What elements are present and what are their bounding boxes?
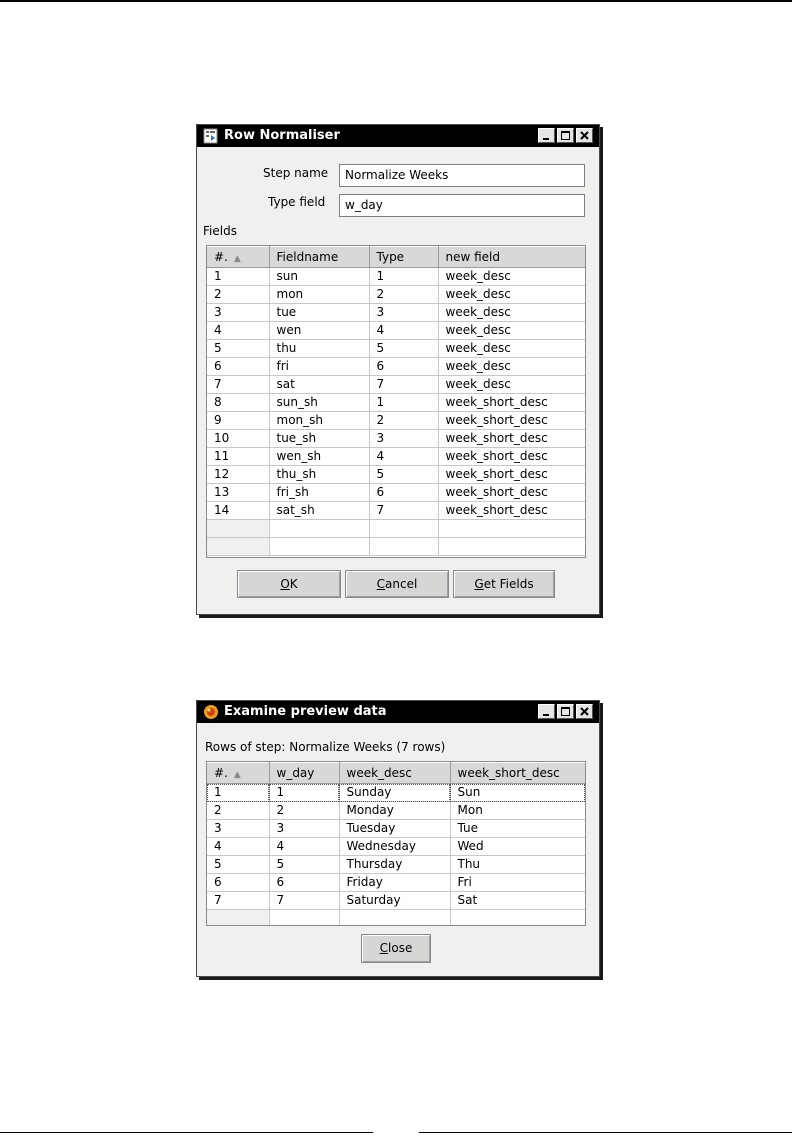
column-header-new-field[interactable]: new field — [438, 247, 585, 268]
preview-cell[interactable]: Sat — [450, 892, 585, 910]
sort-ascending-icon: ▲ — [233, 254, 241, 264]
sort-ascending-icon: ▲ — [233, 770, 241, 780]
fields-cell[interactable]: sun — [269, 268, 369, 286]
fields-cell[interactable]: week_short_desc — [438, 394, 585, 412]
fields-cell[interactable]: 5 — [369, 466, 438, 484]
fields-cell[interactable]: 3 — [369, 430, 438, 448]
fields-cell[interactable]: sat — [269, 376, 369, 394]
fields-row[interactable] — [207, 448, 585, 466]
fields-empty-cell[interactable] — [269, 538, 369, 556]
fields-cell[interactable]: 13 — [207, 484, 269, 502]
preview-maximize-button[interactable] — [557, 704, 574, 719]
preview-cell[interactable]: 6 — [207, 874, 269, 892]
preview-cell[interactable]: Fri — [450, 874, 585, 892]
preview-cell[interactable]: Thursday — [339, 856, 450, 874]
fields-cell[interactable]: 4 — [369, 448, 438, 466]
fields-cell[interactable]: week_short_desc — [438, 502, 585, 520]
preview-cell[interactable]: Monday — [339, 802, 450, 820]
row-normaliser-titlebar[interactable] — [197, 125, 599, 147]
preview-minimize-button[interactable] — [538, 704, 555, 719]
fields-cell[interactable]: 1 — [369, 394, 438, 412]
cancel-button[interactable]: Cancel — [345, 570, 449, 598]
preview-cell[interactable]: 1 — [269, 784, 339, 802]
preview-empty-cell[interactable] — [207, 910, 269, 927]
fields-cell[interactable]: week_desc — [438, 304, 585, 322]
preview-empty-cell[interactable] — [269, 910, 339, 927]
fields-cell[interactable]: mon_sh — [269, 412, 369, 430]
minimize-icon — [539, 129, 554, 142]
fields-empty-cell[interactable] — [369, 520, 438, 538]
close-icon — [577, 129, 592, 142]
preview-cell[interactable]: Wed — [450, 838, 585, 856]
preview-column-header-index[interactable]: #. ▲ — [207, 763, 269, 784]
fields-empty-row[interactable] — [207, 520, 585, 538]
preview-app-icon — [203, 704, 219, 720]
fields-cell[interactable]: 2 — [369, 412, 438, 430]
preview-cell[interactable]: Mon — [450, 802, 585, 820]
preview-empty-row[interactable] — [207, 910, 585, 927]
close-window-button[interactable] — [576, 128, 593, 143]
row-normaliser-title: Row Normaliser — [224, 128, 340, 143]
preview-row[interactable] — [207, 784, 585, 802]
fields-cell[interactable]: thu — [269, 340, 369, 358]
fields-cell[interactable]: week_short_desc — [438, 412, 585, 430]
fields-cell[interactable]: tue_sh — [269, 430, 369, 448]
preview-cell[interactable]: Thu — [450, 856, 585, 874]
fields-cell[interactable]: 8 — [207, 394, 269, 412]
fields-cell[interactable]: 3 — [207, 304, 269, 322]
fields-cell[interactable]: 7 — [207, 376, 269, 394]
preview-cell[interactable]: 7 — [207, 892, 269, 910]
preview-window — [196, 700, 600, 977]
fields-cell[interactable]: week_short_desc — [438, 448, 585, 466]
fields-row[interactable] — [207, 412, 585, 430]
preview-cell[interactable]: Friday — [339, 874, 450, 892]
fields-cell[interactable]: 9 — [207, 412, 269, 430]
fields-cell[interactable]: 2 — [207, 286, 269, 304]
preview-row[interactable] — [207, 892, 585, 910]
bottom-page-rule-right — [419, 1132, 792, 1133]
fields-cell[interactable]: 2 — [369, 286, 438, 304]
fields-cell[interactable]: week_desc — [438, 322, 585, 340]
row-normaliser-window — [196, 124, 600, 615]
fields-cell[interactable]: 14 — [207, 502, 269, 520]
preview-titlebar[interactable] — [197, 701, 599, 723]
fields-label: Fields — [203, 224, 237, 238]
preview-cell[interactable]: 2 — [269, 802, 339, 820]
preview-cell[interactable]: 4 — [207, 838, 269, 856]
fields-cell[interactable]: 7 — [369, 502, 438, 520]
fields-row[interactable] — [207, 484, 585, 502]
preview-row[interactable] — [207, 838, 585, 856]
fields-empty-cell[interactable] — [207, 520, 269, 538]
fields-cell[interactable]: week_desc — [438, 286, 585, 304]
fields-cell[interactable]: 10 — [207, 430, 269, 448]
fields-cell[interactable]: week_desc — [438, 268, 585, 286]
fields-cell[interactable]: week_desc — [438, 358, 585, 376]
fields-cell[interactable]: week_short_desc — [438, 466, 585, 484]
fields-cell[interactable]: 6 — [207, 358, 269, 376]
preview-cell[interactable]: Wednesday — [339, 838, 450, 856]
preview-title: Examine preview data — [224, 704, 387, 719]
fields-cell[interactable]: week_desc — [438, 376, 585, 394]
maximize-icon — [558, 705, 573, 718]
fields-cell[interactable]: sun_sh — [269, 394, 369, 412]
fields-cell[interactable]: 1 — [207, 268, 269, 286]
fields-cell[interactable]: week_short_desc — [438, 484, 585, 502]
preview-cell[interactable]: 3 — [269, 820, 339, 838]
preview-cell[interactable]: 7 — [269, 892, 339, 910]
bottom-page-rule-left — [0, 1132, 373, 1133]
fields-cell[interactable]: mon — [269, 286, 369, 304]
fields-cell[interactable]: 6 — [369, 484, 438, 502]
fields-row[interactable] — [207, 466, 585, 484]
ok-button[interactable]: OK — [237, 570, 341, 598]
preview-row[interactable] — [207, 874, 585, 892]
close-button[interactable]: Close — [361, 934, 431, 963]
fields-empty-row[interactable] — [207, 538, 585, 556]
fields-table[interactable] — [206, 245, 586, 558]
preview-row[interactable] — [207, 820, 585, 838]
fields-cell[interactable]: wen — [269, 322, 369, 340]
preview-empty-cell[interactable] — [450, 910, 585, 927]
fields-row[interactable] — [207, 286, 585, 304]
maximize-icon — [558, 129, 573, 142]
get-fields-button[interactable]: Get Fields — [453, 570, 555, 598]
preview-cell[interactable]: 1 — [207, 784, 269, 802]
fields-row[interactable] — [207, 358, 585, 376]
column-header-type[interactable]: Type — [369, 247, 438, 268]
fields-row[interactable] — [207, 502, 585, 520]
preview-cell[interactable]: 2 — [207, 802, 269, 820]
preview-cell[interactable]: 4 — [269, 838, 339, 856]
fields-empty-cell[interactable] — [438, 520, 585, 538]
minimize-icon — [539, 705, 554, 718]
fields-cell[interactable]: sat_sh — [269, 502, 369, 520]
fields-row[interactable] — [207, 394, 585, 412]
preview-row[interactable] — [207, 802, 585, 820]
preview-subtitle: Rows of step: Normalize Weeks (7 rows) — [205, 740, 446, 754]
fields-cell[interactable]: wen_sh — [269, 448, 369, 466]
preview-row[interactable] — [207, 856, 585, 874]
preview-table[interactable] — [206, 761, 586, 926]
type-field-label: Type field — [268, 195, 326, 209]
step-name-label: Step name — [263, 166, 329, 180]
minimize-button[interactable] — [538, 128, 555, 143]
fields-row[interactable] — [207, 430, 585, 448]
preview-cell[interactable]: Saturday — [339, 892, 450, 910]
fields-cell[interactable]: 5 — [207, 340, 269, 358]
preview-column-header-week-desc[interactable]: week_desc — [339, 763, 450, 784]
fields-row[interactable] — [207, 304, 585, 322]
fields-empty-cell[interactable] — [207, 538, 269, 556]
fields-cell[interactable]: fri — [269, 358, 369, 376]
preview-cell[interactable]: Sun — [450, 784, 585, 802]
step-name-input[interactable]: Normalize Weeks — [339, 164, 585, 187]
fields-cell[interactable]: thu_sh — [269, 466, 369, 484]
fields-cell[interactable]: 3 — [369, 304, 438, 322]
preview-cell[interactable]: Tuesday — [339, 820, 450, 838]
fields-cell[interactable]: week_desc — [438, 340, 585, 358]
preview-column-header-week-short-desc[interactable]: week_short_desc — [450, 763, 585, 784]
preview-close-window-button[interactable] — [576, 704, 593, 719]
fields-row[interactable] — [207, 340, 585, 358]
fields-cell[interactable]: 4 — [369, 322, 438, 340]
fields-cell[interactable]: week_short_desc — [438, 430, 585, 448]
fields-cell[interactable]: 5 — [369, 340, 438, 358]
fields-row[interactable] — [207, 376, 585, 394]
fields-row[interactable] — [207, 268, 585, 286]
preview-empty-cell[interactable] — [339, 910, 450, 927]
fields-empty-cell[interactable] — [269, 520, 369, 538]
fields-empty-cell[interactable] — [369, 538, 438, 556]
preview-cell[interactable]: Sunday — [339, 784, 450, 802]
fields-cell[interactable]: 1 — [369, 268, 438, 286]
maximize-button[interactable] — [557, 128, 574, 143]
fields-cell[interactable]: 12 — [207, 466, 269, 484]
column-header-fieldname[interactable]: Fieldname — [269, 247, 369, 268]
fields-empty-cell[interactable] — [438, 538, 585, 556]
type-field-input[interactable]: w_day — [339, 194, 585, 217]
fields-cell[interactable]: tue — [269, 304, 369, 322]
top-page-rule — [0, 0, 792, 2]
fields-cell[interactable]: 4 — [207, 322, 269, 340]
preview-window-controls — [536, 704, 593, 720]
preview-cell[interactable]: Tue — [450, 820, 585, 838]
preview-cell[interactable]: 3 — [207, 820, 269, 838]
row-normaliser-app-icon — [203, 128, 219, 144]
row-normaliser-window-controls — [536, 128, 593, 144]
preview-cell[interactable]: 5 — [269, 856, 339, 874]
fields-cell[interactable]: fri_sh — [269, 484, 369, 502]
fields-row[interactable] — [207, 322, 585, 340]
preview-column-header-w-day[interactable]: w_day — [269, 763, 339, 784]
preview-cell[interactable]: 6 — [269, 874, 339, 892]
fields-cell[interactable]: 7 — [369, 376, 438, 394]
fields-cell[interactable]: 6 — [369, 358, 438, 376]
column-header-index[interactable]: #. ▲ — [207, 247, 269, 268]
fields-cell[interactable]: 11 — [207, 448, 269, 466]
close-icon — [577, 705, 592, 718]
preview-cell[interactable]: 5 — [207, 856, 269, 874]
